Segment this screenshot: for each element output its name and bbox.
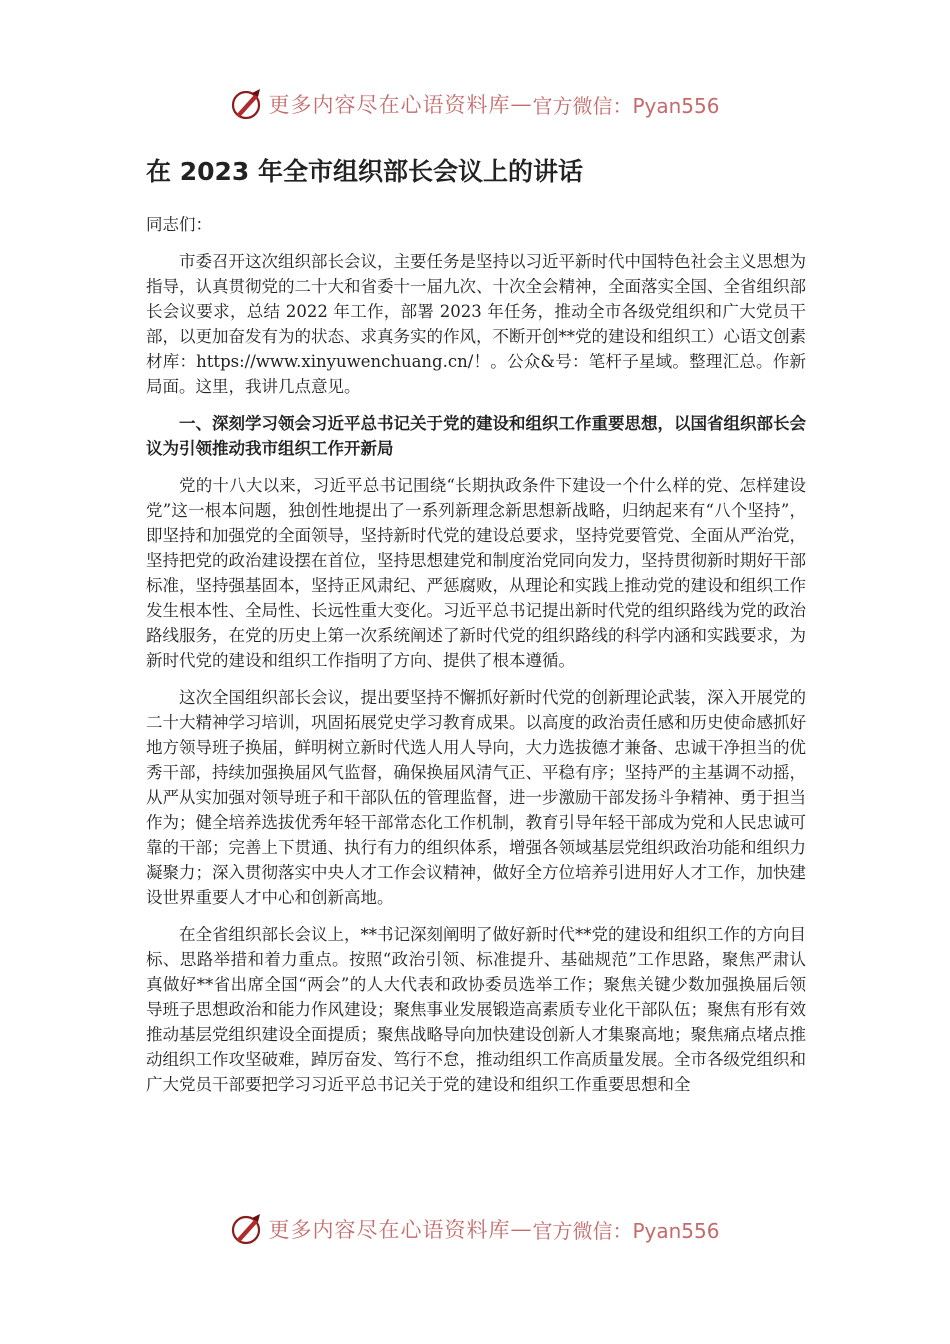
banner-wechat: 官方微信：Pyan556 bbox=[532, 93, 720, 118]
paragraph: 在全省组织部长会议上，**书记深刻阐明了做好新时代**党的建设和组织工作的方向目标、思路举措和着力重点。按照“政治引领、标准提升、基础规范”工作思路，聚焦严肃认真做好**省出席全国“两会”的人大代表和政协委员选举工作；聚焦关键少数加强换届后领导班子思想政治和能力作风建设；聚焦事业发展锻造高素质专业化干部队伍；聚焦有形有效推动基层党组织建设全面提质；聚焦战略导向加快建设创新人才集聚高地；聚焦痛点堵点推动组织工作攻坚破难，踔厉奋发、笃行不怠，推动组织工作高质量发展。全市各级党组织和广大党员干部要把学习习近平总书记关于党的建设和组织工作重要思想和全 bbox=[146, 925, 806, 1094]
paragraph: 这次全国组织部长会议，提出要坚持不懈抓好新时代党的创新理论武装，深入开展党的二十大精神学习培训，巩固拓展党史学习教育成果。以高度的政治责任感和历史使命感抓好地方领导班子换届，鲜明树立新时代选人用人导向，大力选拔德才兼备、忠诚干净担当的优秀干部，持续加强换届风气监督，确保换届风清气正、平稳有序；坚持严的主基调不动摇，从严从实加强对领导班子和干部队伍的管理监督，进一步激励干部发扬斗争精神、勇于担当作为；健全培养选拔优秀年轻干部常态化工作机制，教育引导年轻干部成为党和人民忠诚可靠的干部；完善上下贯通、执行有力的组织体系，增强各领域基层党组织政治功能和组织力凝聚力；深入贯彻落实中央人才工作会议精神，做好全方位培养引进用好人才工作，加快建设世界重要人才中心和创新高地。 bbox=[146, 688, 806, 907]
intro-paragraph: 市委召开这次组织部长会议，主要任务是坚持以习近平新时代中国特色社会主义思想为指导，认真贯彻党的二十大和省委十一届九次、十次全会精神，全面落实全国、全省组织部长会议要求，总结 2022 年工作，部署 2023 年任务，推动全市各级党组织和广大党员干部，以更加奋发有为的状态、求真务实的作风，不断开创**党的建设和组织工）心语文创素材库：https://www.xinyuwenchuang.cn/！。公众&号：笔杆子星域。整理汇总。作新局面。这里，我讲几点意见。 bbox=[146, 252, 806, 396]
pen-logo-icon bbox=[230, 1212, 264, 1246]
pen-logo-icon bbox=[230, 87, 264, 121]
document-title: 在 2023 年全市组织部长会议上的讲话 bbox=[146, 157, 583, 186]
header-watermark-banner bbox=[0, 84, 950, 124]
banner-text: 更多内容尽在心语资料库 bbox=[268, 93, 511, 117]
banner-dash: — bbox=[510, 1217, 533, 1241]
banner-text: 更多内容尽在心语资料库 bbox=[268, 1218, 511, 1242]
section-heading: 一、深刻学习领会习近平总书记关于党的建设和组织工作重要思想，以国省组织部长会议为引领推动我市组织工作开新局 bbox=[146, 414, 806, 458]
paragraph: 党的十八大以来，习近平总书记围绕“长期执政条件下建设一个什么样的党、怎样建设党”这一根本问题，独创性地提出了一系列新理念新思想新战略，归纳起来有“八个坚持”，即坚持和加强党的全面领导，坚持新时代党的建设总要求，坚持党要管党、全面从严治党，坚持把党的政治建设摆在首位，坚持思想建党和制度治党同向发力，坚持贯彻新时期好干部标准，坚持强基固本，坚持正风肃纪、严惩腐败，从理论和实践上推动党的建设和组织工作发生根本性、全局性、长远性重大变化。习近平总书记提出新时代党的组织路线为党的政治路线服务，在党的历史上第一次系统阐述了新时代党的组织路线的科学内涵和实践要求，为新时代党的建设和组织工作指明了方向、提供了根本遵循。 bbox=[146, 476, 806, 670]
banner-wechat: 官方微信：Pyan556 bbox=[532, 1218, 720, 1243]
document-body bbox=[146, 152, 806, 1109]
footer-watermark-banner bbox=[0, 1209, 950, 1249]
banner-dash: — bbox=[510, 92, 533, 116]
salutation: 同志们： bbox=[146, 215, 212, 234]
